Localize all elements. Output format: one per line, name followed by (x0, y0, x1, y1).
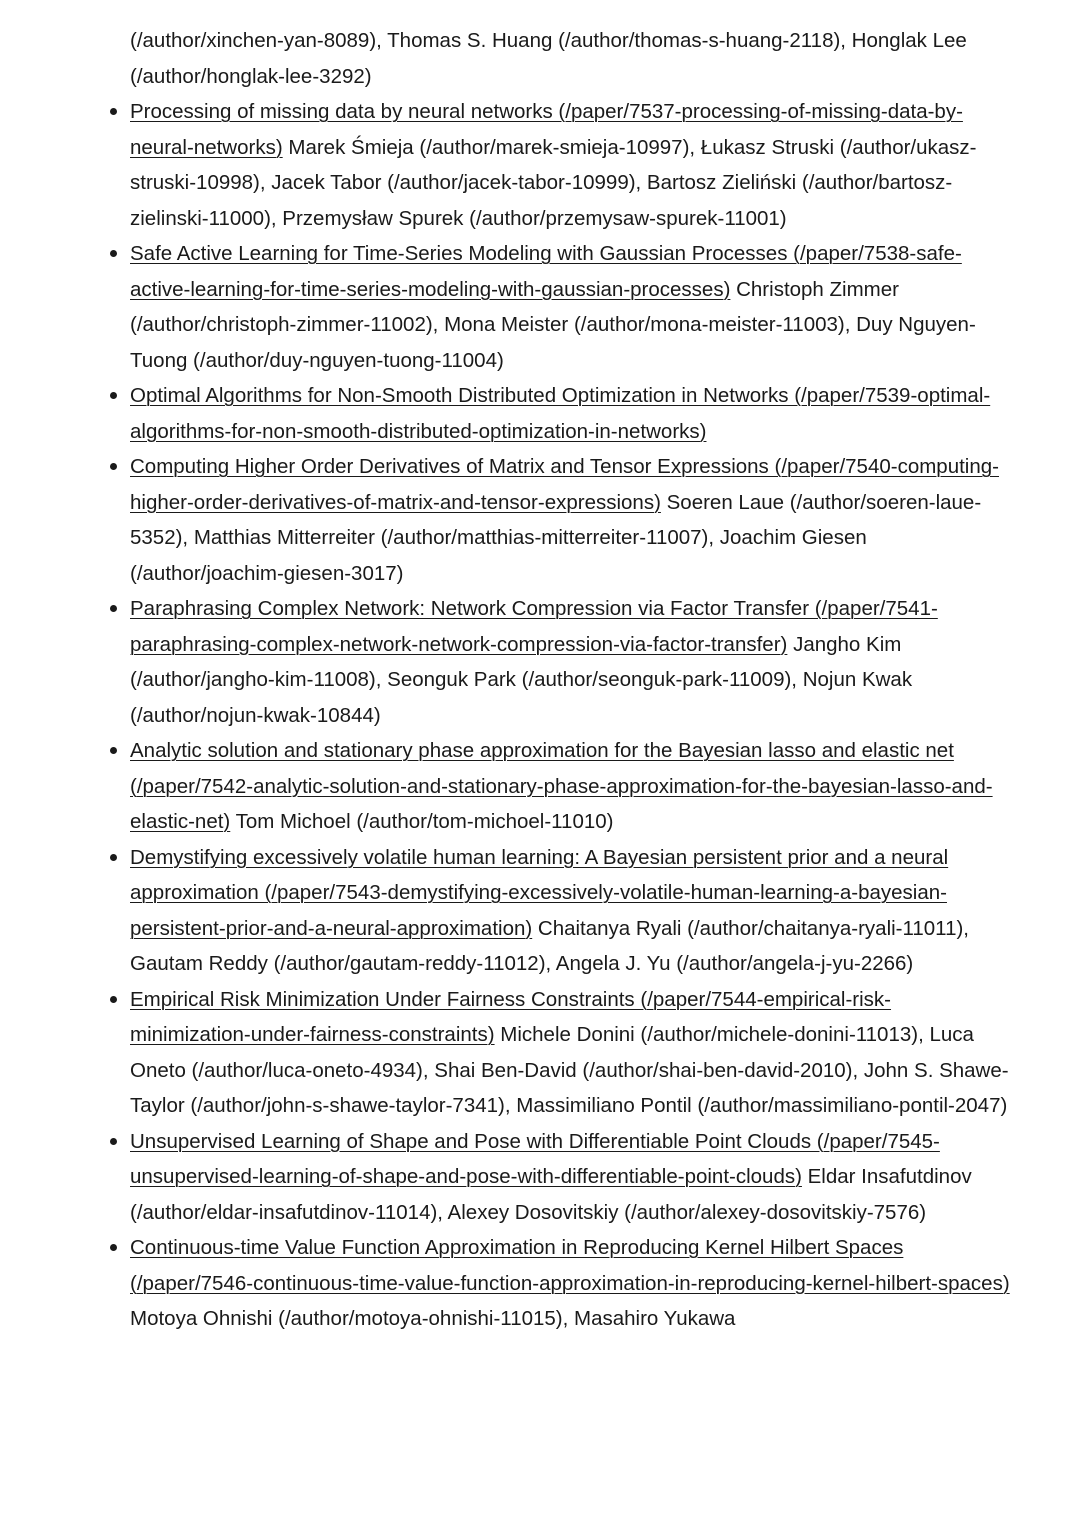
list-item (130, 840, 1010, 982)
bullet-icon (110, 463, 117, 470)
bullet-icon (110, 996, 117, 1003)
paper-link[interactable]: Analytic solution and stationary phase approximation for the Bayesian lasso and elastic net (/paper/7542-analytic-solution-and-stationary-phase-approximation-for-the-bayesian-lasso-and-elastic-net) (130, 739, 993, 833)
bullet-icon (110, 1138, 117, 1145)
paper-link[interactable]: Paraphrasing Complex Network: Network Compression via Factor Transfer (/paper/7541-paraphrasing-complex-network-network-compression-via-factor-transfer) (130, 597, 938, 656)
paper-authors: Michele Donini (/author/michele-donini-11013), Luca Oneto (/author/luca-oneto-4934), Shai Ben-David (/author/shai-ben-david-2010), John S. Shawe-Taylor (/author/john-s-shawe-taylor-7341), Massimiliano Pontil (/author/massimiliano-pontil-2047) (130, 1023, 1009, 1117)
bullet-icon (110, 392, 117, 399)
paper-link[interactable]: Safe Active Learning for Time-Series Modeling with Gaussian Processes (/paper/7538-safe-active-learning-for-time-series-modeling-with-gaussian-processes) (130, 242, 962, 301)
paper-authors: Jangho Kim (/author/jangho-kim-11008), Seonguk Park (/author/seonguk-park-11009), Nojun Kwak (/author/nojun-kwak-10844) (130, 632, 913, 727)
bullet-icon (110, 1244, 117, 1251)
paper-link[interactable]: Optimal Algorithms for Non-Smooth Distributed Optimization in Networks (/paper/7539-optimal-algorithms-for-non-smooth-distributed-optimization-in-networks) (130, 384, 991, 443)
paper-authors: Christoph Zimmer (/author/christoph-zimmer-11002), Mona Meister (/author/mona-meister-11003), Duy Nguyen-Tuong (/author/duy-nguyen-tuong-11004) (130, 277, 976, 372)
bullet-icon (110, 854, 117, 861)
list-item (130, 982, 1010, 1124)
paper-link[interactable]: Continuous-time Value Function Approximation in Reproducing Kernel Hilbert Spaces (/paper/7546-continuous-time-value-function-approximation-in-reproducing-kernel-hilbert-spaces) (130, 1236, 1010, 1295)
paper-authors: Eldar Insafutdinov (/author/eldar-insafutdinov-11014), Alexey Dosovitskiy (/author/alexey-dosovitskiy-7576) (130, 1165, 972, 1224)
list-item (130, 94, 1010, 236)
paper-authors: Soeren Laue (/author/soeren-laue-5352), Matthias Mitterreiter (/author/matthias-mitterreiter-11007), Joachim Giesen (/author/joachim-giesen-3017) (130, 490, 982, 585)
list-item (130, 591, 1010, 733)
paper-authors: Motoya Ohnishi (/author/motoya-ohnishi-11015), Masahiro Yukawa (130, 1307, 736, 1330)
paper-link[interactable]: Empirical Risk Minimization Under Fairness Constraints (/paper/7544-empirical-risk-minimization-under-fairness-constraints) (130, 987, 892, 1046)
lead-author-text: (/author/xinchen-yan-8089), Thomas S. Huang (/author/thomas-s-huang-2118), Honglak Lee (/author/honglak-lee-3292) (130, 29, 967, 88)
bullet-icon (110, 250, 117, 257)
list-item (130, 449, 1010, 591)
paper-list (130, 94, 1010, 1337)
list-item (130, 236, 1010, 378)
bullet-icon (110, 605, 117, 612)
paper-link[interactable]: Unsupervised Learning of Shape and Pose with Differentiable Point Clouds (/paper/7545-unsupervised-learning-of-shape-and-pose-with-differentiable-point-clouds) (130, 1129, 940, 1188)
list-item (130, 1230, 1010, 1337)
bullet-icon (110, 108, 117, 115)
paper-authors: Tom Michoel (/author/tom-michoel-11010) (230, 810, 614, 833)
list-item (130, 1124, 1010, 1231)
paper-authors: Marek Śmieja (/author/marek-smieja-10997), Łukasz Struski (/author/ukasz-struski-10998), Jacek Tabor (/author/jacek-tabor-10999), Bartosz Zieliński (/author/bartosz-zielinski-11000), Przemysław Spurek (/author/przemysaw-spurek-11001) (130, 135, 977, 230)
list-item (130, 733, 1010, 840)
paper-link[interactable]: Computing Higher Order Derivatives of Matrix and Tensor Expressions (/paper/7540-computing-higher-order-derivatives-of-matrix-and-tensor-expressions) (130, 455, 999, 514)
paper-link[interactable]: Processing of missing data by neural networks (/paper/7537-processing-of-missing-data-by-neural-networks) (130, 100, 963, 159)
paper-authors: Chaitanya Ryali (/author/chaitanya-ryali-11011), Gautam Reddy (/author/gautam-reddy-11012), Angela J. Yu (/author/angela-j-yu-2266) (130, 916, 969, 975)
paper-link[interactable]: Demystifying excessively volatile human learning: A Bayesian persistent prior and a neural approximation (/paper/7543-demystifying-excessively-volatile-human-learning-a-bayesian-persistent-prior-and-a-neural-approximation) (130, 845, 949, 940)
list-item (130, 378, 1010, 449)
bullet-icon (110, 747, 117, 754)
